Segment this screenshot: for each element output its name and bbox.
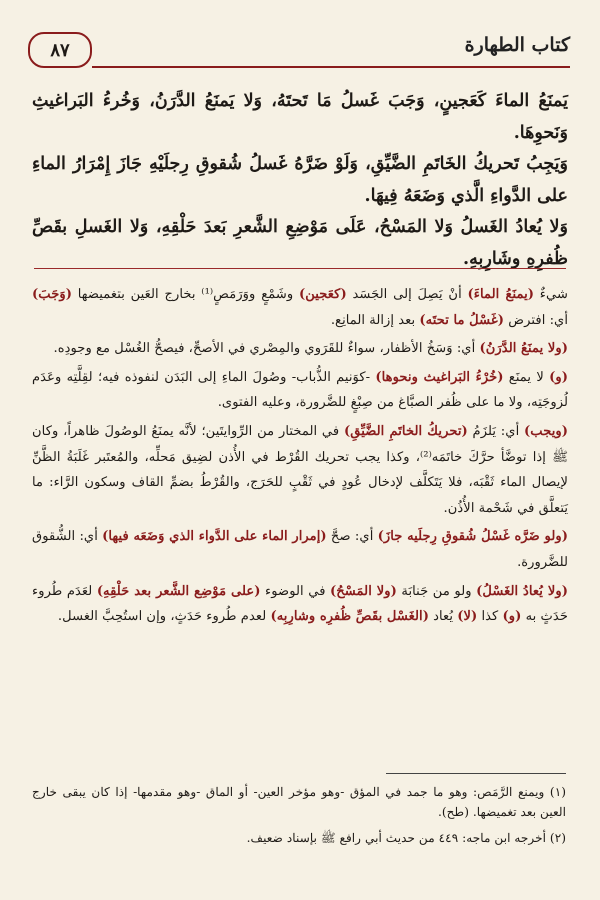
quoted-matn-phrase: (وَجَبَ) — [32, 287, 72, 302]
commentary-text: لا يمنَع — [503, 369, 550, 385]
quoted-matn-phrase: (ولو ضَرَّه غَسْلُ شُقوقِ رِجلَيه جازَ) — [377, 529, 568, 545]
quoted-matn-phrase: (على مَوْضِع الشَّعر بعد حَلْقِهِ) — [96, 583, 261, 599]
quoted-matn-phrase: (يمنَعُ الماءَ) — [467, 287, 534, 302]
quoted-matn-phrase: (ولا يُعادُ الغَسْلُ) — [476, 583, 568, 599]
footnotes — [32, 782, 566, 854]
quoted-matn-phrase: (كعَجين) — [299, 287, 347, 302]
quoted-matn-phrase: (ويجب) — [524, 423, 568, 439]
quoted-matn-phrase: (و) — [502, 609, 522, 625]
quoted-matn-phrase: (تحريكُ الخاتَمِ الضَّيِّقِ) — [343, 423, 468, 439]
commentary-paragraph — [32, 579, 568, 630]
commentary-text: أي: افترض — [504, 312, 568, 328]
quoted-matn-phrase: (لا) — [457, 609, 478, 625]
commentary-text: أي: وَسَخُ الأظفار، سواءٌ للقَرَوي والمِصْري في الأصحِّ، فيصحُّ الغُسْل مع وجودِه. — [53, 341, 480, 357]
book-title: كتاب الطهارة — [464, 34, 570, 56]
quoted-matn-phrase: (و) — [549, 369, 568, 385]
quoted-matn-phrase: (غَسْلُ ما تحتَه) — [419, 312, 505, 328]
commentary-text: بعد إزالة المانِع. — [330, 312, 420, 328]
footnote-divider — [386, 773, 566, 774]
footnote: (٢) أخرجه ابن ماجه: ٤٤٩ من حديث أبي رافع ﷺ بإسناد ضعيف. — [246, 831, 566, 845]
commentary-paragraph — [32, 336, 568, 362]
footnote: (١) ويمنع الرَّمَص: وهو ما جمد في المؤق -وهو مؤخر العين- أو الماق -وهو مقدمها- إذا كان يبقى خارج العين بعد تغميضها. (طح). — [32, 785, 566, 819]
page-number: ٨٧ — [28, 32, 92, 68]
quoted-matn-phrase: (إمرار الماء على الدَّواء الذي وَضَعَه فيها) — [102, 529, 327, 545]
commentary-text: -كوَنيم الذُّباب- وصُولَ الماءِ إلى البَدَن لنفوذه فيه؛ لقِلَّتِه وعَدَم لُزوجَتِه، ولا ما على ظُفر الصبَّاغ من صِبْغٍ للضَّرورة، وعليه الفتوى. — [32, 369, 568, 411]
commentary-text: كذا — [477, 609, 503, 625]
commentary-paragraph — [32, 524, 568, 575]
main-text — [32, 86, 568, 275]
commentary-text: شيءٌ — [534, 287, 569, 302]
main-text-paragraph: وَلا يُعادُ الغَسلُ وَلا المَسْحُ، عَلَى مَوْضِعِ الشَّعرِ بَعدَ حَلْقِهِ، وَلا الغَسلِ بقَصِّ ظُفرِهِ وشَارِبِهِ. — [32, 217, 568, 269]
commentary-paragraph — [32, 282, 568, 333]
commentary — [32, 282, 568, 633]
commentary-text: في الوضوء — [260, 583, 331, 599]
section-divider — [34, 268, 566, 269]
quoted-matn-phrase: (ولا المَسْحُ) — [330, 583, 397, 599]
main-text-paragraph: يَمنَعُ الماءَ كَعَجينٍ، وَجَبَ غَسلُ مَا تَحتَهُ، وَلا يَمنَعُ الدَّرَنُ، وَخُرءُ البَراغيثِ وَنَحوِهَا. — [32, 91, 568, 143]
commentary-text: أي: صحَّ — [326, 529, 378, 545]
commentary-text: أنْ يَصِلَ إلى الجَسَد — [346, 287, 468, 302]
commentary-text: أي: الشُّقوق للضَّرورة. — [32, 529, 568, 570]
commentary-text: في المختار من الرِّوايتَين؛ لأنَّه يمنَعُ الوصُولَ ظاهراً، وكان ﷺ إذا توضَّأ حرَّكَ خاتَمَه⁽²⁾، وكذا يجب تحريك القُرْط في الأُذن لضِيق مَحلِّه، والمُعتَبر غَلَبَةُ الظَّنِّ لإيصال الماء ثَقْبَه، فلا يَتَكلَّف لإدخال عُودٍ في ثَقْبٍ للحَرَج، والقُرْطُ بضمِّ القاف وسكون الرَّاء: ما يَتعلَّق في شَحْمة الأُذُن. — [32, 423, 568, 516]
commentary-text: وشَمْعٍ ووَرَمَصٍ⁽¹⁾ بخارج العَين بتغميضها — [71, 287, 300, 302]
commentary-paragraph — [32, 365, 568, 416]
quoted-matn-phrase: (ولا يمنَعُ الدَّرَنُ) — [479, 341, 568, 357]
quoted-matn-phrase: (الغَسْل بقَصِّ ظُفرِه وشارِبِه) — [270, 609, 429, 625]
page-header — [28, 28, 570, 68]
commentary-text: ولو من جَنابَة — [396, 583, 477, 599]
commentary-text: أي: يَلزَمُ — [467, 423, 524, 439]
header-rule — [92, 66, 570, 68]
quoted-matn-phrase: (خُرْءُ البَراغيث ونحوها) — [375, 369, 504, 385]
commentary-text: لعدم طُروء حَدَثٍ، وإن استُحِبَّ الغسل. — [57, 609, 271, 625]
commentary-text: يُعاد — [428, 609, 458, 625]
main-text-paragraph: وَيَجِبُ تَحريكُ الخَاتَمِ الضَّيِّقِ، وَلَوْ ضَرَّهُ غَسلُ شُقوقِ رِجلَيْهِ جَازَ إِمْرَارُ الماءِ على الدَّواءِ الَّذي وَضَعَهُ فِيهَا. — [32, 154, 568, 206]
commentary-text: لعَدَم طُروء حَدَثٍ به — [32, 583, 568, 625]
commentary-paragraph — [32, 419, 568, 521]
